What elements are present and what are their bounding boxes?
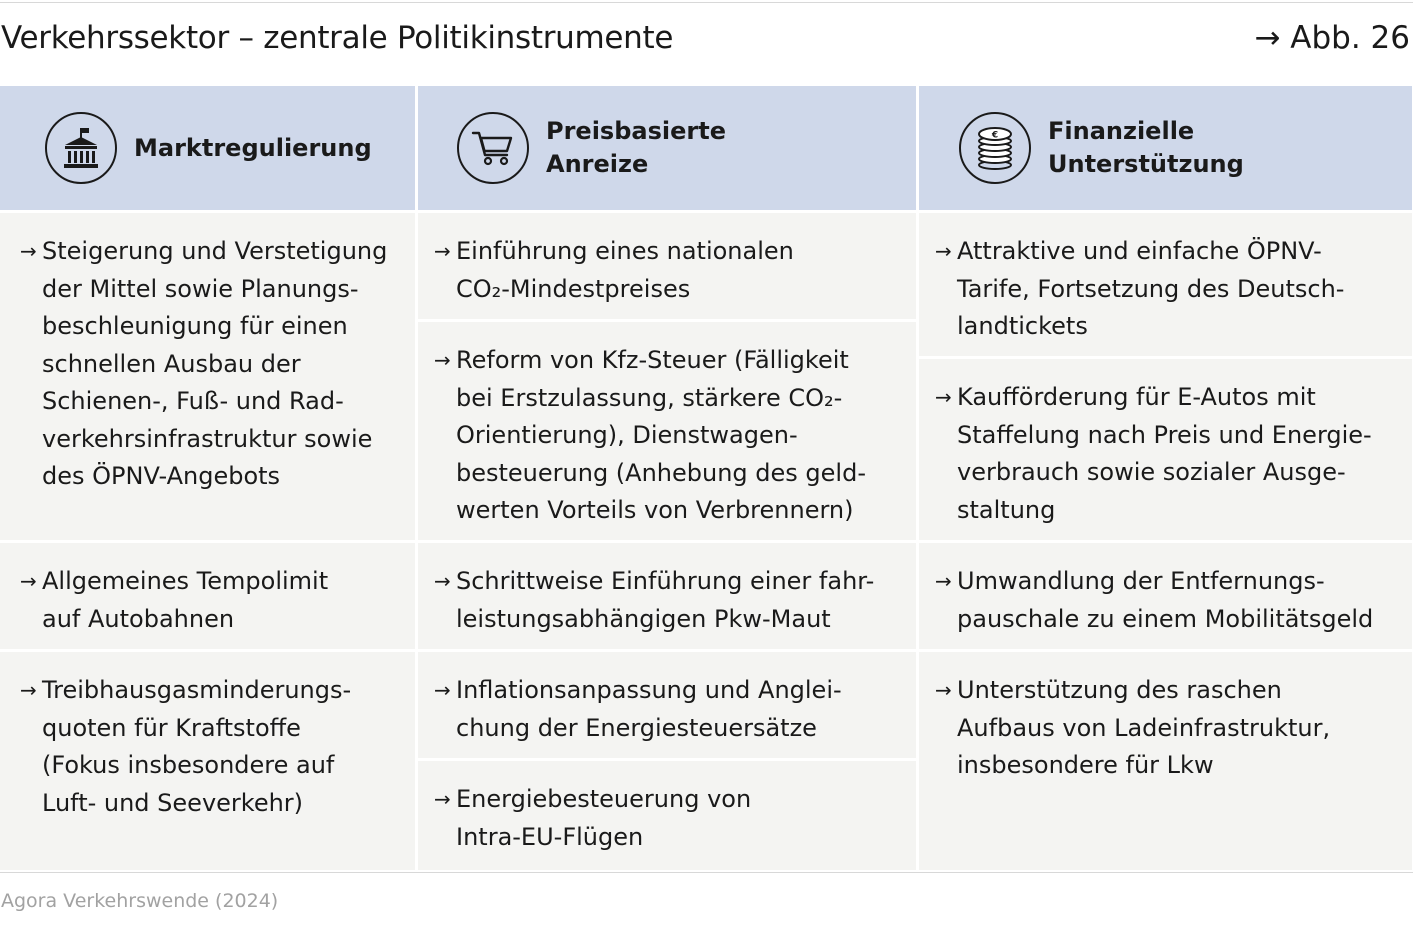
arrow-icon: → [20, 569, 37, 593]
figure-reference: → Abb. 26 [1254, 20, 1410, 56]
list-item: → Kaufförderung für E-Autos mit Staffelung nach Preis und Energie- verbrauch sowie sozialer Ausge- staltung [919, 359, 1412, 540]
header-label-marktregulierung: Marktregulierung [134, 133, 372, 162]
arrow-icon: → [935, 569, 952, 593]
list-item: → Allgemeines Tempolimit auf Autobahnen [0, 543, 415, 649]
arrow-icon: → [434, 348, 451, 372]
list-item: → Unterstützung des raschen Aufbaus von Ladeinfrastruktur, insbesondere für Lkw [919, 652, 1412, 870]
svg-text:€: € [991, 130, 999, 141]
list-item: → Attraktive und einfache ÖPNV- Tarife, Fortsetzung des Deutsch- landtickets [919, 213, 1412, 356]
source-credit: Agora Verkehrswende (2024) [1, 890, 279, 912]
header-finanzielle-unterstuetzung [919, 86, 1412, 210]
header-marktregulierung [0, 86, 415, 210]
header-preisbasierte-anreize [418, 86, 916, 210]
arrow-icon: → [434, 678, 451, 702]
list-item: → Schrittweise Einführung einer fahr- leistungsabhängigen Pkw-Maut [418, 543, 916, 649]
bottom-rule [0, 872, 1413, 873]
list-item: → Reform von Kfz-Steuer (Fälligkeit bei Erstzulassung, stärkere CO₂- Orientierung), Dienstwagen- besteuerung (Anhebung des geld- werten Vorteils von Verbrennern) [418, 322, 916, 540]
arrow-icon: → [935, 678, 952, 702]
list-item: → Einführung eines nationalen CO₂-Mindestpreises [418, 213, 916, 319]
policy-instrument-table [0, 86, 1412, 870]
top-rule [0, 2, 1413, 3]
government-building-icon [45, 112, 117, 184]
header-label-finanzielle-unterstuetzung: Finanzielle Unterstützung [1048, 117, 1244, 178]
figure-title: Verkehrssektor – zentrale Politikinstrumente [1, 20, 674, 56]
arrow-icon: → [20, 239, 37, 263]
euro-coin-stack-icon [959, 112, 1031, 184]
shopping-cart-icon [457, 112, 529, 184]
arrow-icon: → [935, 239, 952, 263]
arrow-icon: → [434, 569, 451, 593]
arrow-icon: → [20, 678, 37, 702]
arrow-icon: → [434, 787, 451, 811]
arrow-icon: → [935, 385, 952, 409]
list-item: → Steigerung und Verstetigung der Mittel sowie Planungs- beschleunigung für einen schnellen Ausbau der Schienen-, Fuß- und Rad- verkehrsinfrastruktur sowie des ÖPNV-Angebots [0, 213, 415, 540]
arrow-icon: → [434, 239, 451, 263]
header-label-preisbasierte-anreize: Preisbasierte Anreize [546, 117, 726, 178]
list-item: → Energiebesteuerung von Intra-EU-Flügen [418, 761, 916, 870]
list-item: → Inflationsanpassung und Anglei- chung der Energiesteuersätze [418, 652, 916, 758]
list-item: → Umwandlung der Entfernungs- pauschale zu einem Mobilitätsgeld [919, 543, 1412, 649]
list-item: → Treibhausgasminderungs- quoten für Kraftstoffe (Fokus insbesondere auf Luft- und Seeverkehr) [0, 652, 415, 870]
